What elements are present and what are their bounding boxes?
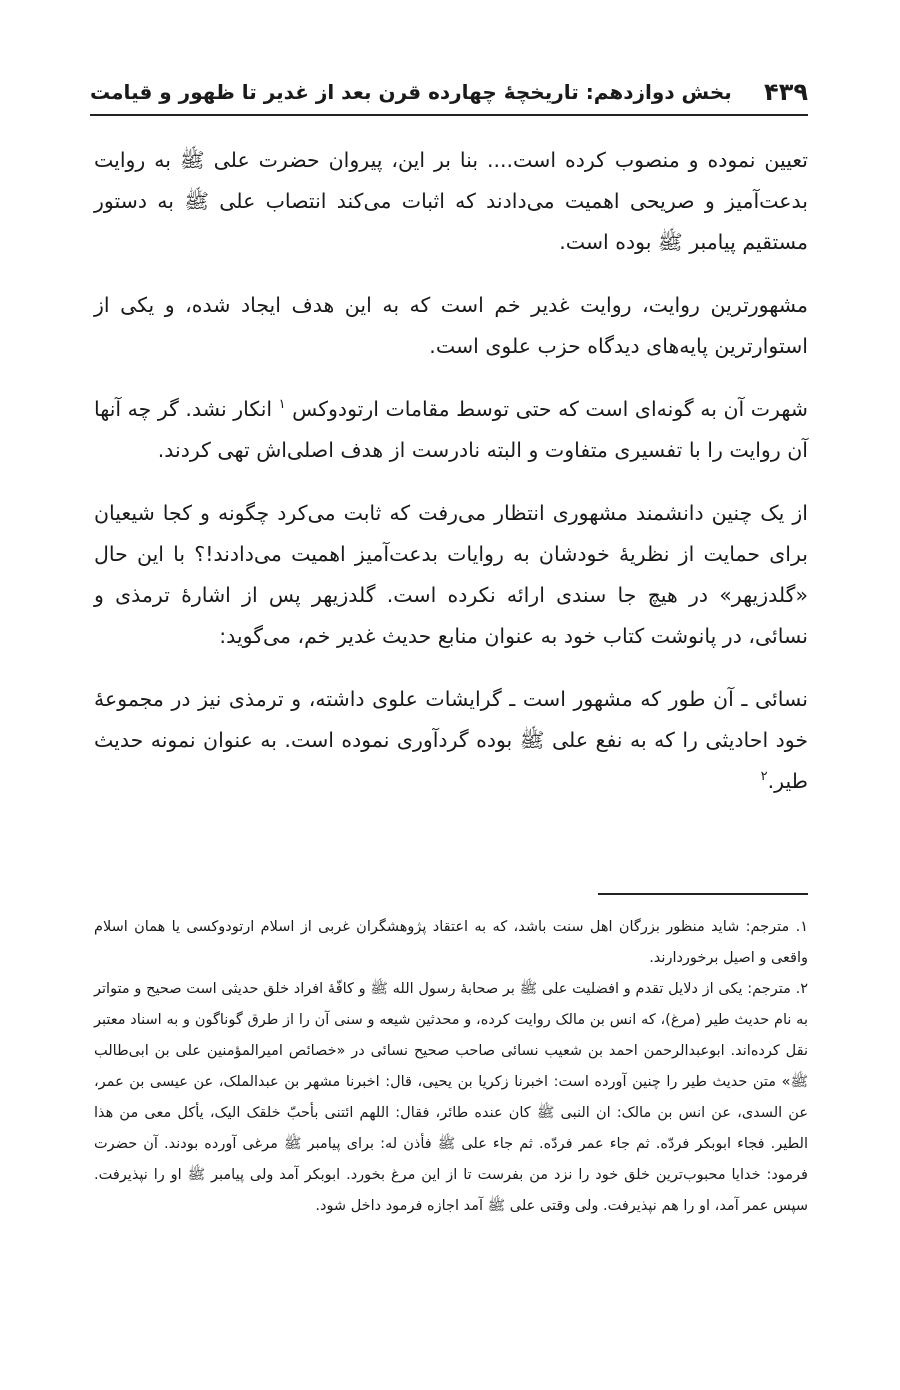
- footnote-ref-1[interactable]: ۱: [278, 397, 286, 413]
- page-number: ۴۳۹: [764, 78, 808, 106]
- footnote-2: ۲. مترجم: یکی از دلایل تقدم و افضلیت علی ﷺ بر صحابهٔ رسول الله ﷺ و کافّهٔ افراد خلق حدیثی است صحیح و متواتر به نام حدیث طیر (مرغ)، که انس بن مالک روایت کرده، و محدثین شیعه و سنی آن را از طرق گوناگون و به اسناد معتبر نقل کرده‌اند. ابوعبدالرحمن احمد بن شعیب نسائی صاحب صحیح نسائی در «خصائص امیرالمؤمنین علی بن ابی‌طالب ﷺ» متن حدیث طیر را چنین آورده است: اخبرنا زکریا بن یحیی، قال: اخبرنا مشهر بن عبدالملک، عن عیسی بن عمر، عن السدی، عن انس بن مالک: ان النبی ﷺ کان عنده طائر، فقال: اللهم ائتنی بأحبّ خلقک الیک، یأکل معی من هذا الطیر. فجاء ابوبکر فردّه. ثم جاء عمر فردّه. ثم جاء علی ﷺ فأذن له: برای پیامبر ﷺ مرغی آورده بودند. آن حضرت فرمود: خدایا محبوب‌ترین خلق خود را نزد من بفرست تا از این مرغ بخورد. ابوبکر آمد ولی پیامبر ﷺ او را نپذیرفت. سپس عمر آمد، او را هم نپذیرفت. ولی وقتی علی ﷺ آمد اجازه فرمود داخل شود.: [94, 981, 808, 1214]
- footnotes: [94, 912, 808, 1222]
- footnote-ref-2[interactable]: ۲: [760, 769, 768, 785]
- paragraph-2: مشهورترین روایت، روایت غدیر خم است که به این هدف ایجاد شده، و یکی از استوارترین پایه‌های دیدگاه حزب علوی است.: [94, 293, 808, 358]
- paragraph-5-text: نسائی ـ آن طور که مشهور است ـ گرایشات علوی داشته، و ترمذی نیز در مجموعهٔ خود احادیثی را که به نفع علی ﷺ بوده گردآوری نموده است. به عنوان نمونه حدیث طیر.: [94, 687, 808, 793]
- running-header: [90, 70, 808, 116]
- paragraph-4: از یک چنین دانشمند مشهوری انتظار می‌رفت که ثابت می‌کرد چگونه و کجا شیعیان برای حمایت از نظریهٔ خودشان به روایات بدعت‌آمیز اهمیت می‌دادند!؟ با این حال «گلدزیهر» در هیچ جا سندی ارائه نکرده است. گلدزیهر پس از اشارهٔ ترمذی و نسائی، در پانوشت کتاب خود به عنوان منابع حدیث غدیر خم، می‌گوید:: [94, 501, 808, 648]
- paragraph-1: تعیین نموده و منصوب کرده است.... بنا بر این، پیروان حضرت علی ﷺ به روایت بدعت‌آمیز و صریحی اهمیت می‌دادند که اثبات می‌کند انتصاب علی ﷺ به دستور مستقیم پیامبر ﷺ بوده است.: [94, 148, 808, 254]
- chapter-title: بخش دوازدهم: تاریخچهٔ چهارده قرن بعد از غدیر تا ظهور و قیامت: [90, 80, 732, 104]
- footnote-divider: [598, 893, 808, 895]
- paragraph-3-part-1: شهرت آن به گونه‌ای است که حتی توسط مقامات ارتودوکس: [292, 397, 808, 421]
- paragraph-3-part-2: انکار نشد. گر چه آنها آن روایت را با تفسیری متفاوت و البته نادرست از هدف اصلی‌اش تهی کردند.: [94, 397, 808, 462]
- paragraph-3: [94, 389, 808, 471]
- main-text: [94, 140, 808, 824]
- paragraph-5: [94, 679, 808, 802]
- footnote-1: ۱. مترجم: شاید منظور بزرگان اهل سنت باشد، که به اعتقاد پژوهشگران غربی از اسلام ارتودوکسی یا همان اسلام واقعی و اصیل برخوردارند.: [94, 919, 808, 966]
